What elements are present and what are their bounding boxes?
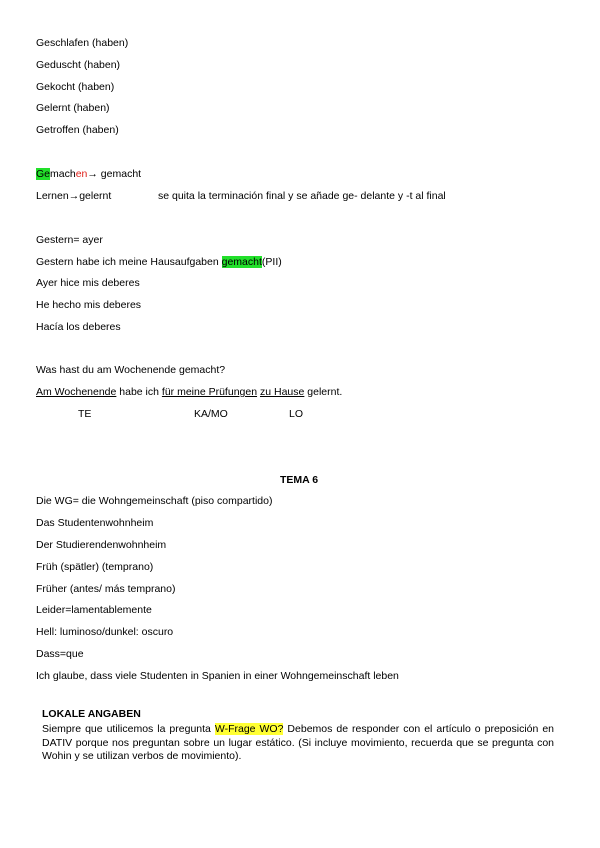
label-lo: LO bbox=[289, 408, 304, 420]
ending-red: en bbox=[75, 168, 88, 180]
answer-part: gelernt. bbox=[304, 386, 343, 398]
translation-line: He hecho mis deberes bbox=[36, 299, 142, 311]
verb-line: Geschlafen (haben) bbox=[36, 37, 129, 49]
lernen-example: Lernen→gelernt bbox=[36, 190, 112, 202]
tema-item: Dass=que bbox=[36, 648, 84, 660]
translation-line: Ayer hice mis deberes bbox=[36, 277, 140, 289]
gestern-definition: Gestern= ayer bbox=[36, 234, 103, 246]
prefix-highlight: Ge bbox=[36, 168, 51, 180]
result: gemacht bbox=[97, 168, 142, 180]
verb-line: Geduscht (haben) bbox=[36, 59, 121, 71]
gemacht-example bbox=[36, 168, 141, 181]
label-te: TE bbox=[78, 408, 92, 420]
lokale-paragraph bbox=[42, 723, 554, 764]
lokale-text-rest: Debemos de responder con el artículo o preposición en DATIV porque nos preguntan sobre un lugar estático. (Si incluye movimiento, recuerda que se pregunta con Wohin y se utilizan verbos de movimiento). bbox=[42, 723, 554, 762]
label-kamo: KA/MO bbox=[194, 408, 228, 420]
lokale-heading: LOKALE ANGABEN bbox=[42, 708, 141, 720]
sentence-suffix: (PII) bbox=[261, 256, 282, 268]
tema-heading: TEMA 6 bbox=[280, 474, 319, 486]
stem: mach bbox=[50, 168, 76, 180]
verb-line: Gelernt (haben) bbox=[36, 102, 110, 114]
tema-item: Leider=lamentablemente bbox=[36, 604, 152, 616]
tema-item: Die WG= die Wohngemeinschaft (piso compartido) bbox=[36, 495, 273, 507]
answer-part-place: zu Hause bbox=[259, 386, 305, 398]
tema-item: Hell: luminoso/dunkel: oscuro bbox=[36, 626, 174, 638]
tema-item: Früh (spätler) (temprano) bbox=[36, 561, 154, 573]
answer-part: habe ich bbox=[116, 386, 162, 398]
tema-item: Das Studentenwohnheim bbox=[36, 517, 154, 529]
answer-part-cause: für meine Prüfungen bbox=[161, 386, 258, 398]
tema-item: Ich glaube, dass viele Studenten in Spanien in einer Wohngemeinschaft leben bbox=[36, 670, 399, 682]
gestern-sentence bbox=[36, 256, 282, 269]
tema-item: Früher (antes/ más temprano) bbox=[36, 583, 176, 595]
gemacht-highlight: gemacht bbox=[221, 256, 262, 268]
answer-sentence bbox=[36, 386, 342, 399]
question: Was hast du am Wochenende gemacht? bbox=[36, 364, 226, 376]
arrow-icon: → bbox=[87, 168, 98, 180]
sentence-text: Gestern habe ich meine Hausaufgaben bbox=[36, 256, 222, 268]
tema-item: Der Studierendenwohnheim bbox=[36, 539, 167, 551]
verb-line: Gekocht (haben) bbox=[36, 81, 115, 93]
wfrage-highlight: W-Frage WO? bbox=[214, 723, 284, 735]
verb-line: Getroffen (haben) bbox=[36, 124, 119, 136]
translation-line: Hacía los deberes bbox=[36, 321, 121, 333]
answer-part-time: Am Wochenende bbox=[36, 386, 117, 398]
rule-text: se quita la terminación final y se añade ge- delante y -t al final bbox=[158, 190, 446, 202]
lokale-text: Siempre que utilicemos la pregunta bbox=[42, 723, 215, 735]
